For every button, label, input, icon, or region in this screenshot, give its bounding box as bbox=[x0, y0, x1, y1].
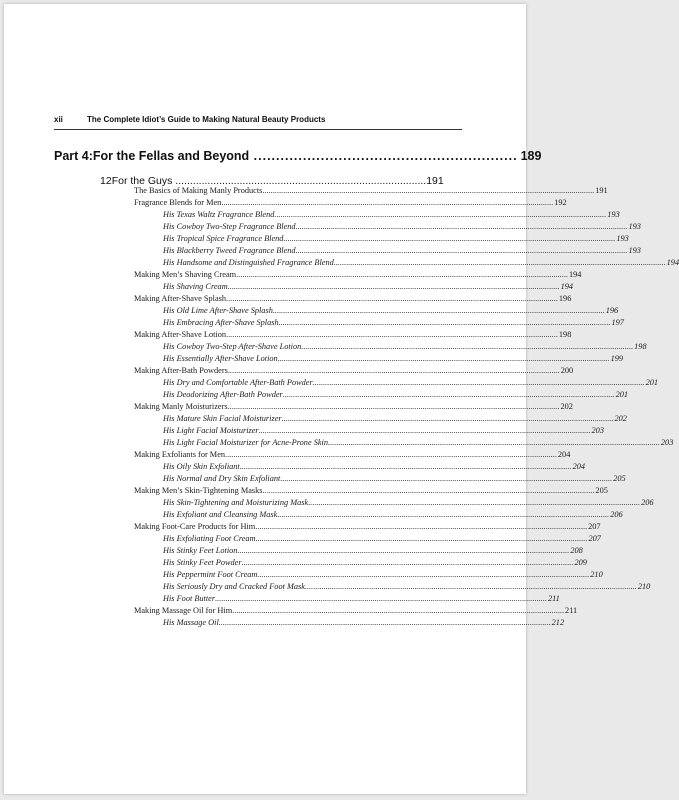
entry-page-number: 193 bbox=[616, 234, 629, 243]
dot-leader: ................................................................................................................................................................ bbox=[239, 462, 572, 471]
dot-leader: ................................................................................................................................................................ bbox=[236, 270, 568, 279]
entry-title: Making After-Shave Lotion bbox=[134, 330, 227, 339]
toc-subentry bbox=[134, 593, 560, 605]
toc-subentry bbox=[134, 233, 629, 245]
entry-page-number: 206 bbox=[641, 498, 654, 507]
toc-subentry bbox=[134, 389, 629, 401]
toc-subentry bbox=[134, 497, 654, 509]
entry-title: Making Exfoliants for Men bbox=[134, 450, 226, 459]
entry-page-number: 196 bbox=[605, 306, 619, 315]
toc-subentry bbox=[134, 281, 574, 293]
dot-leader: ................................................................................................................................................................ bbox=[227, 366, 560, 375]
entry-title: His Normal and Dry Skin Exfoliant bbox=[163, 474, 281, 483]
dot-leader: ................................................................................................................................................................ bbox=[333, 258, 666, 267]
entry-title: His Deodorizing After-Bath Powder bbox=[163, 390, 283, 399]
entry-page-number: 200 bbox=[560, 366, 574, 375]
toc-subentry bbox=[134, 569, 603, 581]
dot-leader: ................................................................................................................................................................ bbox=[304, 582, 637, 591]
entry-title: His Cowboy Two-Step Fragrance Blend bbox=[163, 222, 296, 231]
entry-title: His Shaving Cream bbox=[163, 282, 228, 291]
dot-leader: ................................................................................................................................................................ bbox=[278, 318, 611, 327]
toc-subentry bbox=[134, 341, 647, 353]
dot-leader: ................................................................................................................................................................ bbox=[258, 426, 591, 435]
page-folio: xii bbox=[54, 115, 63, 124]
entry-title: Making Men’s Shaving Cream bbox=[134, 270, 237, 279]
entry-page-number: 194 bbox=[666, 258, 679, 267]
entry-title: His Dry and Comfortable After-Bath Powder bbox=[163, 378, 313, 387]
entry-title: His Massage Oil bbox=[163, 618, 219, 627]
part-page-number: 189 bbox=[520, 149, 542, 163]
toc-entry bbox=[134, 449, 571, 461]
entry-page-number: 204 bbox=[557, 450, 571, 459]
entry-title: The Basics of Making Manly Products bbox=[134, 186, 263, 195]
entry-title: His Seriously Dry and Cracked Foot Mask bbox=[163, 582, 305, 591]
dot-leader: ................................................................................................................................................................ bbox=[277, 510, 610, 519]
dot-leader: ................................................................................................................................................................ bbox=[226, 330, 558, 339]
entry-title: Fragrance Blends for Men bbox=[134, 198, 222, 207]
entry-page-number: 202 bbox=[614, 414, 627, 423]
dot-leader: ................................................................................................................................................................ bbox=[277, 354, 610, 363]
entry-title: His Light Facial Moisturizer for Acne-Prone Skin bbox=[163, 438, 329, 447]
entry-page-number: 193 bbox=[607, 210, 620, 219]
dot-leader: ................................................................................................................................................................ bbox=[257, 570, 590, 579]
toc-entry bbox=[134, 521, 601, 533]
dot-leader: ................................................................................................................................................................ bbox=[227, 402, 560, 411]
toc-subentry bbox=[134, 533, 601, 545]
entry-title: His Cowboy Two-Step After-Shave Lotion bbox=[163, 342, 302, 351]
dot-leader: ................................................................................................................................................................ bbox=[328, 438, 660, 447]
toc-subentry bbox=[134, 461, 586, 473]
toc-subentry bbox=[134, 617, 565, 629]
entry-page-number: 204 bbox=[572, 462, 586, 471]
entry-title: His Stinky Feet Powder bbox=[163, 558, 242, 567]
dot-leader: ................................................................................................................................................................ bbox=[283, 234, 616, 243]
toc-subentry bbox=[134, 209, 620, 221]
dot-leader: ...................................................................................... bbox=[172, 175, 427, 187]
dot-leader: ................................................................................................................................................................ bbox=[281, 414, 614, 423]
entry-title: His Tropical Spice Fragrance Blend bbox=[163, 234, 284, 243]
toc-entry bbox=[134, 293, 572, 305]
dot-leader: ................................................................................................................................................................ bbox=[274, 210, 607, 219]
toc-entries bbox=[134, 185, 679, 629]
entry-title: His Texas Waltz Fragrance Blend bbox=[163, 210, 275, 219]
entry-page-number: 197 bbox=[611, 318, 624, 327]
dot-leader: ................................................................................................................................................................ bbox=[232, 606, 565, 615]
entry-title: Making Men’s Skin-Tightening Masks bbox=[134, 486, 263, 495]
toc-entry bbox=[134, 269, 582, 281]
entry-title: His Peppermint Foot Cream bbox=[163, 570, 258, 579]
toc-subentry bbox=[134, 545, 583, 557]
entry-page-number: 194 bbox=[560, 282, 574, 291]
toc-subentry bbox=[134, 377, 659, 389]
entry-page-number: 192 bbox=[554, 198, 567, 207]
toc-subentry bbox=[134, 557, 587, 569]
entry-page-number: 202 bbox=[560, 402, 573, 411]
entry-page-number: 205 bbox=[613, 474, 626, 483]
entry-title: His Exfoliant and Cleansing Mask bbox=[163, 510, 278, 519]
dot-leader: ................................................................................................................................................................ bbox=[262, 186, 595, 195]
dot-leader: ................................................................................................................................................................ bbox=[282, 390, 615, 399]
toc-subentry bbox=[134, 509, 623, 521]
dot-leader: ................................................................................................................................................................ bbox=[218, 618, 551, 627]
dot-leader: ................................................................................................................................................................ bbox=[262, 486, 595, 495]
toc-entry bbox=[134, 329, 572, 341]
dot-leader: ................................................................................................................................................................ bbox=[225, 450, 557, 459]
toc-entry bbox=[134, 605, 578, 617]
entry-title: His Essentially After-Shave Lotion bbox=[163, 354, 278, 363]
entry-page-number: 210 bbox=[637, 582, 651, 591]
part-title: For the Fellas and Beyond bbox=[92, 149, 250, 163]
entry-page-number: 203 bbox=[591, 426, 604, 435]
entry-page-number: 207 bbox=[588, 534, 601, 543]
entry-title: His Skin-Tightening and Moisturizing Mask bbox=[163, 498, 309, 507]
chapter-number: 12 bbox=[100, 175, 112, 187]
dot-leader: ................................................................................................................................................................ bbox=[221, 198, 554, 207]
entry-title: His Mature Skin Facial Moisturizer bbox=[163, 414, 282, 423]
entry-title: His Exfoliating Foot Cream bbox=[163, 534, 256, 543]
toc-subentry bbox=[134, 437, 674, 449]
book-page bbox=[4, 4, 679, 794]
entry-page-number: 193 bbox=[628, 246, 641, 255]
chapter-title: For the Guys bbox=[111, 175, 173, 187]
dot-leader: ........................................................... bbox=[249, 149, 518, 163]
entry-page-number: 203 bbox=[660, 438, 674, 447]
toc-subentry bbox=[134, 473, 626, 485]
toc-subentry bbox=[134, 353, 624, 365]
entry-title: Making Foot-Care Products for Him bbox=[134, 522, 256, 531]
entry-page-number: 201 bbox=[615, 390, 629, 399]
dot-leader: ................................................................................................................................................................ bbox=[226, 294, 558, 303]
entry-title: His Stinky Feet Lotion bbox=[163, 546, 238, 555]
entry-page-number: 208 bbox=[570, 546, 583, 555]
entry-title: Making After-Bath Powders bbox=[134, 366, 228, 375]
entry-title: His Handsome and Distinguished Fragrance Blend bbox=[163, 258, 334, 267]
part-label: Part 4: bbox=[54, 149, 93, 163]
dot-leader: ................................................................................................................................................................ bbox=[241, 558, 574, 567]
dot-leader: ................................................................................................................................................................ bbox=[215, 594, 547, 603]
book-title: The Complete Idiot’s Guide to Making Natural Beauty Products bbox=[87, 115, 326, 124]
toc-entry bbox=[134, 197, 567, 209]
dot-leader: ................................................................................................................................................................ bbox=[312, 378, 645, 387]
entry-title: His Oily Skin Exfoliant bbox=[163, 462, 240, 471]
entry-page-number: 198 bbox=[634, 342, 647, 351]
dot-leader: ................................................................................................................................................................ bbox=[227, 282, 560, 291]
entry-page-number: 206 bbox=[610, 510, 623, 519]
entry-title: Making Manly Moisturizers bbox=[134, 402, 228, 411]
part-heading bbox=[54, 149, 542, 163]
dot-leader: ................................................................................................................................................................ bbox=[255, 534, 588, 543]
toc-subentry bbox=[134, 221, 641, 233]
toc-entry bbox=[134, 485, 608, 497]
entry-page-number: 199 bbox=[610, 354, 624, 363]
entry-title: His Blackberry Tweed Fragrance Blend bbox=[163, 246, 296, 255]
toc-entry bbox=[134, 365, 574, 377]
running-head bbox=[54, 115, 462, 124]
entry-page-number: 205 bbox=[595, 486, 608, 495]
entry-page-number: 211 bbox=[547, 594, 560, 603]
toc-subentry bbox=[134, 257, 679, 269]
entry-page-number: 207 bbox=[588, 522, 601, 531]
dot-leader: ................................................................................................................................................................ bbox=[301, 342, 634, 351]
entry-page-number: 209 bbox=[574, 558, 587, 567]
entry-page-number: 198 bbox=[558, 330, 572, 339]
entry-title: His Old Lime After-Shave Splash bbox=[163, 306, 273, 315]
dot-leader: ................................................................................................................................................................ bbox=[295, 246, 628, 255]
entry-title: His Light Facial Moisturizer bbox=[163, 426, 259, 435]
entry-page-number: 211 bbox=[565, 606, 578, 615]
header-rule bbox=[54, 129, 462, 130]
dot-leader: ................................................................................................................................................................ bbox=[272, 306, 605, 315]
toc-subentry bbox=[134, 413, 627, 425]
dot-leader: ................................................................................................................................................................ bbox=[308, 498, 641, 507]
entry-page-number: 196 bbox=[558, 294, 572, 303]
dot-leader: ................................................................................................................................................................ bbox=[237, 546, 570, 555]
entry-page-number: 212 bbox=[551, 618, 565, 627]
toc-subentry bbox=[134, 425, 604, 437]
entry-title: Making After-Shave Splash bbox=[134, 294, 227, 303]
chapter-page-number: 191 bbox=[426, 175, 444, 187]
entry-page-number: 201 bbox=[645, 378, 659, 387]
dot-leader: ................................................................................................................................................................ bbox=[280, 474, 613, 483]
entry-title: His Embracing After-Shave Splash bbox=[163, 318, 279, 327]
entry-title: His Foot Butter bbox=[163, 594, 216, 603]
toc-entry bbox=[134, 401, 573, 413]
toc-entry bbox=[134, 185, 608, 197]
dot-leader: ................................................................................................................................................................ bbox=[295, 222, 628, 231]
toc-subentry bbox=[134, 245, 641, 257]
toc-subentry bbox=[134, 305, 619, 317]
entry-title: Making Massage Oil for Him bbox=[134, 606, 233, 615]
entry-page-number: 210 bbox=[590, 570, 603, 579]
entry-page-number: 193 bbox=[628, 222, 641, 231]
entry-page-number: 194 bbox=[568, 270, 582, 279]
entry-page-number: 191 bbox=[595, 186, 608, 195]
dot-leader: ................................................................................................................................................................ bbox=[255, 522, 588, 531]
toc-subentry bbox=[134, 581, 651, 593]
toc-subentry bbox=[134, 317, 624, 329]
